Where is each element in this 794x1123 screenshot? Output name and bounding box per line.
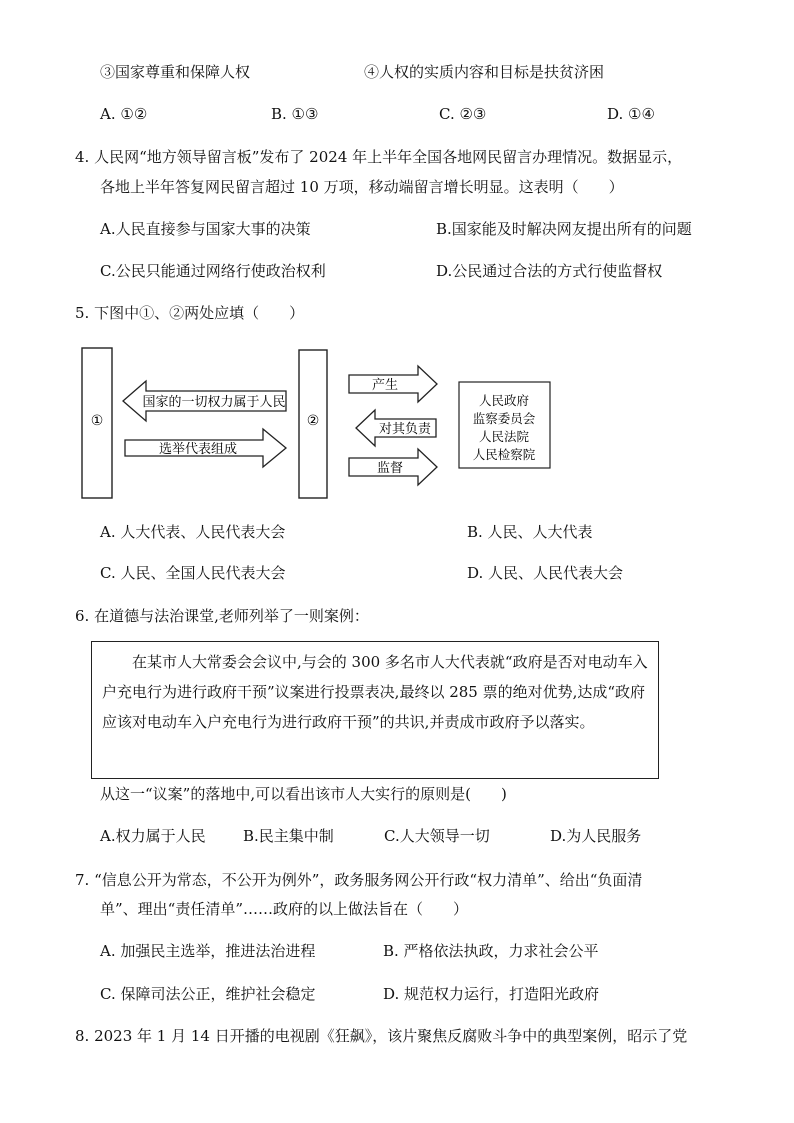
q7-choice-d: D. 规范权力运行，打造阳光政府 [383,985,600,1003]
organ-court: 人民法院 [478,429,530,444]
q4-choice-a: A.人民直接参与国家大事的决策 [100,220,311,238]
arrow-supervise-label: 监督 [376,461,404,476]
arrow-responsible-label: 对其负责 [378,422,432,437]
q6-choice-b: B.民主集中制 [243,827,334,845]
q3-choice-a: A. ①② [100,105,148,123]
organ-government: 人民政府 [478,393,530,408]
diagram-box-1-label: ① [90,413,104,429]
q4-stem-line1: 4. 人民网“地方领导留言板”发布了 2024 年上半年全国各地网民留言办理情况。数据显示， [75,148,683,166]
q5-choice-a: A. 人大代表、人民代表大会 [100,523,286,541]
arrow-right-label: 选举代表组成 [158,442,238,457]
q6-choice-c: C.人大领导一切 [384,827,490,845]
q6-question: 从这一“议案”的落地中,可以看出该市人大实行的原则是( ) [100,785,507,803]
q6-choice-a: A.权力属于人民 [100,827,206,845]
q3-choice-d: D. ①④ [607,105,655,123]
q6-stem: 6. 在道德与法治课堂,老师列举了一则案例： [75,607,369,625]
q5-choice-d: D. 人民、人民代表大会 [467,564,624,582]
q6-case-text: 在某市人大常委会会议中,与会的 300 多名市人大代表就“政府是否对电动车入户充电行为进行政府干预”议案进行投票表决,最终以 285 票的绝对优势,达成“政府应该对电动车入户充电行为进行政府干预”的共识,并责成市政府予以落实。 [102,653,648,731]
q3-choice-c: C. ②③ [439,105,487,123]
arrow-left-label: 国家的一切权力属于人民 [142,395,286,410]
q5-choice-c: C. 人民、全国人民代表大会 [100,564,286,582]
q7-choice-b: B. 严格依法执政，力求社会公平 [383,942,599,960]
q4-choice-d: D.公民通过合法的方式行使监督权 [436,262,663,280]
organ-procuratorate: 人民检察院 [472,447,536,462]
diagram-box-2-label: ② [306,413,320,429]
q6-case-box [91,641,659,779]
q4-choice-c: C.公民只能通过网络行使政治权利 [100,262,326,280]
q3-option-4: ④人权的实质内容和目标是扶贫济困 [364,63,605,81]
q7-stem-line1: 7. “信息公开为常态，不公开为例外”，政务服务网公开行政“权力清单”、给出“负面清 [75,871,643,889]
organ-supervisory-commission: 监察委员会 [472,411,536,426]
q5-stem: 5. 下图中①、②两处应填（ ） [75,304,305,322]
q3-option-3: ③国家尊重和保障人权 [100,63,251,81]
q3-choice-b: B. ①③ [271,105,319,123]
q5-diagram [80,345,560,500]
q8-stem-line1: 8. 2023 年 1 月 14 日开播的电视剧《狂飙》，该片聚焦反腐败斗争中的典型案例，昭示了党 [75,1027,688,1045]
q7-stem-line2: 单”、理出“责任清单”……政府的以上做法旨在（ ） [100,900,469,918]
q4-choice-b: B.国家能及时解决网友提出所有的问题 [436,220,692,238]
q7-choice-a: A. 加强民主选举，推进法治进程 [100,942,316,960]
q7-choice-c: C. 保障司法公正，维护社会稳定 [100,985,316,1003]
q5-choice-b: B. 人民、人大代表 [467,523,593,541]
q6-choice-d: D.为人民服务 [550,827,642,845]
q4-stem-line2: 各地上半年答复网民留言超过 10 万项，移动端留言增长明显。这表明（ ） [100,178,624,196]
arrow-produce-label: 产生 [371,378,399,393]
